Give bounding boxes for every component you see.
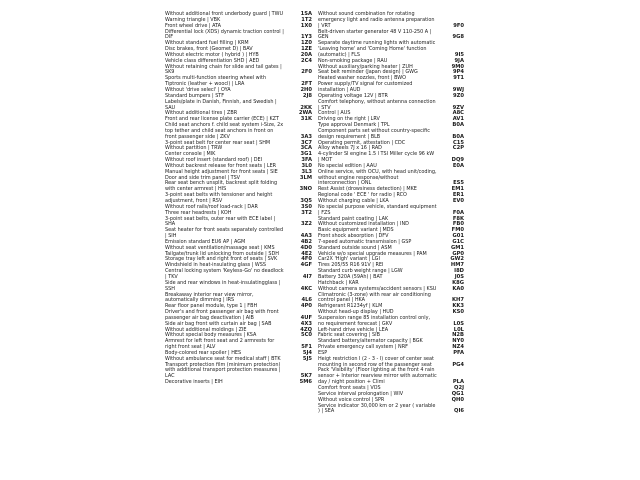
option-description: Without 'drive selecl' | OYA (165, 86, 231, 93)
option-code: 4P0 (300, 303, 312, 310)
option-description: Without auxiliary/parking heater | ZUH (318, 63, 413, 70)
option-code: K8G (452, 279, 464, 286)
option-code: QH0 (451, 396, 464, 403)
option-code: GW2 (450, 256, 464, 263)
option-code: 4X3 (300, 320, 312, 327)
left-options-column (165, 12, 314, 386)
option-description: Body-colored rear spoiler | HES (165, 349, 242, 356)
option-code: 3NO (299, 186, 312, 193)
option-description: Door and side trim panel | TSV (165, 174, 241, 181)
option-description: Without seat ventilation/massage seat | KMS (165, 244, 275, 251)
option-code: I8D (454, 268, 464, 275)
option-code: 2F0 (301, 69, 312, 76)
option-description: Pack 'Visibility' (Floor lighting at the front 4 rain sensor + Interior rearview mirror with automatic day / night position + Climi (318, 367, 437, 386)
option-code: 20A (300, 51, 312, 58)
option-description: Without camera systems/accident sensors | KSU (318, 285, 437, 292)
option-description: Standard curb weight range | LGW (318, 268, 403, 275)
option-code: 9P4 (452, 69, 464, 76)
option-description: Without roof rails/roof load-rack | DAR (165, 203, 258, 210)
option-description: Vehicle w/o special upgrade measures | PAM (318, 250, 427, 257)
option-description: Non-smoking package | RAU (318, 57, 388, 64)
option-code: ES5 (453, 180, 464, 187)
option-description: Control | AUS (318, 110, 351, 117)
option-code: L0L (453, 326, 464, 333)
option-description: Rear seat bench unsplit, backrest split folding with center armrest | HIS (165, 180, 278, 193)
option-row (318, 129, 466, 141)
option-code: 5M6 (299, 379, 312, 386)
option-description: Driver's and front passenger air bag with front passenger air bag deactivation | AIB (165, 309, 279, 321)
option-description: Without additional front underbody guard | TWU (165, 11, 284, 17)
option-code: 3LM (299, 174, 312, 181)
option-row (318, 316, 466, 328)
option-description: 3-point seat belts with tensioner and height adjustment, front | RSV (165, 192, 273, 204)
option-code: F8K (452, 215, 464, 222)
option-description: Belt-driven starter generator 48 V 110-250 A | GEN (318, 28, 432, 41)
option-code: 4B2 (300, 238, 312, 245)
option-description: Decorative inserts | EIH (165, 379, 223, 386)
option-description: Emission standard EU6 AP | AGM (165, 238, 246, 245)
option-description: ESP (318, 349, 328, 356)
option-description: Child seat anchors f. child seat system i-Size, 2x top tether and child seat anchors in front on front passenger side | ZKV (165, 122, 284, 140)
option-description: Basic equipment variant | MDS (318, 227, 394, 234)
option-description: Without retaining chain for slide and tail gates | SK9 (165, 63, 282, 76)
option-row (318, 205, 466, 217)
option-code: 9ZV (452, 104, 464, 111)
option-code: 1SA (300, 11, 312, 17)
option-description: Armrest for left front seat and 2 armrests for right front seat | ALV (165, 338, 275, 351)
option-code: B0A (452, 122, 464, 129)
option-code: 1Z0 (301, 40, 312, 47)
option-description: Operating permit, attestation | CDC (318, 139, 406, 146)
option-description: Without customized installation | IND (318, 221, 409, 228)
option-description: Transport protection film (minimum protection) with additional transport protection measures | LAC (165, 361, 281, 380)
option-description: No special purpose vehicle, standard equipment | FZS (318, 203, 437, 216)
option-code: KS0 (452, 309, 464, 316)
option-code: 4UF (300, 314, 312, 321)
option-code: 3L0 (301, 162, 312, 169)
option-description: Rest Assist (drowsiness detection) | MKE (318, 186, 417, 193)
option-description: Rear floor panel module, type 1 | FBH (165, 303, 258, 310)
option-code: 3A3 (300, 133, 312, 140)
option-code: 3T2 (301, 209, 312, 216)
option-description: Without special body measures | KSA (165, 332, 257, 339)
option-code: 4D0 (300, 244, 312, 251)
option-code: 2J8 (302, 92, 312, 99)
option-description: Without electric motor ( hybrid ) | HYB (165, 51, 259, 58)
option-row (165, 123, 314, 141)
option-description: Type approval Denmark | TPL (318, 122, 390, 129)
option-description: Private emergency call system | NRF (318, 344, 408, 351)
option-code: 1X0 (300, 22, 312, 29)
option-code: PG4 (452, 361, 464, 368)
option-code: 4E2 (301, 250, 312, 257)
option-description: Heated washer nozzles, front | BWO (318, 75, 406, 82)
option-code: F0A (452, 209, 464, 216)
option-code: N2B (452, 332, 464, 339)
option-description: Climatronic (3-zone) with rear air conditioning control panel | HKA (318, 291, 431, 304)
option-description: Labels/plate in Danish, Finnish, and Swedish | SAU (165, 98, 277, 111)
option-description: Online service, with OCU, with head unit/coding, without engine response/without interconnection | ONL (318, 168, 437, 187)
option-code: 3CA (300, 145, 312, 152)
option-code: 3FA (301, 157, 312, 164)
option-description: Without voice control | SPR (318, 396, 385, 403)
option-description: Breakaway interior rear view mirror, automatically dimming | IRS (165, 291, 254, 304)
option-description: Without roof insert (standard roof) | DEI (165, 157, 263, 164)
option-code: 9Z0 (453, 92, 464, 99)
option-code: 2KK (300, 104, 312, 111)
option-description: 4-cylinder SI engine 1.5 l TSI Miller cycle 96 kW | MOT (318, 151, 435, 164)
option-description: Heigt restriction I (2 - 3 - I) cover of center seat mounting in second row of the passenger seat (318, 355, 434, 368)
option-code: KH7 (452, 297, 464, 304)
option-code: 9M0 (451, 63, 464, 70)
option-description: Fabric seat covering | SIB (318, 332, 380, 339)
option-description: Power supply/TV signal for customized installation | AUD (318, 81, 413, 93)
option-description: Standard outside sound | ASM (318, 244, 392, 251)
option-code: 3C7 (300, 139, 312, 146)
option-code: 1ZE (301, 46, 312, 53)
option-code: 1Y3 (301, 34, 312, 41)
option-description: No special edition | AAU (318, 162, 377, 169)
option-code: 3Z2 (301, 221, 312, 228)
option-description: Center console | MIK (165, 151, 216, 158)
option-code: 3G1 (300, 151, 312, 158)
option-description: Storage tray left and right front of seats | SVK (165, 256, 278, 263)
option-description: Regional code ' ECE ' for radio | RCO (318, 192, 407, 199)
option-code: ER1 (452, 192, 464, 199)
option-code: 5J4 (302, 349, 312, 356)
option-description: Without partition | TRW (165, 145, 223, 152)
option-row (165, 310, 314, 322)
option-code: 9I5 (454, 51, 464, 58)
option-code: 2WA (298, 110, 312, 117)
option-row (318, 170, 466, 188)
option-description: Without standard fuel filling | KRM (165, 40, 249, 47)
option-description: Comfort telephony, without antenna connection | STV (318, 98, 436, 111)
option-code: NZ4 (452, 344, 464, 351)
option-code: 3Q5 (300, 198, 312, 204)
option-description: Tires 205/55 R16 91V | REI (318, 262, 384, 269)
option-code: 4F0 (301, 256, 312, 263)
option-row (318, 12, 466, 30)
option-description: Standard paint coating | LAK (318, 215, 389, 222)
option-description: 3-point seat belts, outer rear with ECE label | SHA (165, 215, 276, 228)
option-description: Three rear headrests | KOH (165, 209, 232, 216)
option-code: C2P (452, 145, 464, 152)
option-description: Tailgate/trunk lid unlocking from outside | SDH (165, 250, 279, 257)
option-code: NY0 (452, 338, 464, 345)
option-code: FB0 (452, 221, 464, 228)
right-options-column (318, 12, 466, 415)
option-code: B0A (452, 133, 464, 140)
option-code: 4L6 (301, 297, 312, 304)
option-code: 2FT (301, 81, 312, 88)
option-code: EV0 (452, 198, 464, 204)
option-description: Front and rear license plate carrier (ECE) | KZT (165, 116, 279, 123)
option-description: Car2X 'High' variant | LGI (318, 256, 380, 263)
option-description: Standard battery/alternator capacity | BGK (318, 338, 423, 345)
option-code: QG1 (451, 390, 464, 397)
option-description: Differential lock (XDS) dynamic traction control | DIF (165, 28, 284, 41)
option-description: Front wheel drive | ATA (165, 22, 222, 29)
option-row (318, 404, 466, 416)
option-code: GP0 (452, 250, 464, 257)
option-code: 5F1 (301, 344, 312, 351)
option-code: J0S (454, 273, 464, 280)
option-description: Separate daytime running lights with automatic 'Leaving home' and 'Coming Home' function (automatic) | FLS (318, 40, 436, 58)
option-description: Side and rear windows in heat-insulatingglass | SSH (165, 279, 281, 292)
option-code: G1C (452, 238, 464, 245)
option-row (165, 380, 314, 386)
option-description: Windshield in heat-insulating glass | WSS (165, 262, 266, 269)
option-description: Driving on the right | LRV (318, 116, 380, 123)
option-row (318, 41, 466, 59)
option-code: 2C4 (300, 57, 312, 64)
option-code: DQ9 (451, 157, 464, 164)
option-description: Without ambulance seat for medical staff | BTK (165, 355, 281, 362)
option-description: Service interval prolongation | WIV (318, 390, 404, 397)
option-description: Sports multi-function steering wheel with Tiptronic (leather + woocl) | LRA (165, 75, 267, 88)
option-code: 4A3 (300, 233, 312, 240)
option-description: Vehicle class differentiation SHD | AED (165, 57, 260, 64)
option-code: 9WJ (452, 86, 464, 93)
option-description: Side air bag front with curtain air bag | SAB (165, 320, 272, 327)
option-code: KK3 (452, 303, 464, 310)
option-description: Service indicator 30,000 km or 2 year ( variable ) | SEA (318, 402, 436, 415)
option-code: 4I7 (302, 273, 312, 280)
option-description: Without additional moldings | ZIE (165, 326, 247, 333)
option-description: Without backrest release for front seats | LER (165, 162, 277, 169)
option-description: 7-speed automatic transmission | GSP (318, 238, 412, 245)
option-code: 5C0 (300, 332, 312, 339)
option-description: Left-hand drive vehicle | LEA (318, 326, 389, 333)
option-description: Component parts set without country-specific design requirement | BLB (318, 127, 430, 140)
option-code: 3L3 (301, 168, 312, 175)
option-description: Seat heater for front seats separately controlled | SIH (165, 227, 284, 240)
option-code: 5K7 (300, 373, 312, 380)
option-code: PFA (453, 349, 464, 356)
option-description: Without sound combination for rotating emergency light and radio antenna preparation | VRT (318, 11, 435, 29)
option-description: Battery 320A (59Ah) | BAT (318, 273, 383, 280)
option-description: Operating voltage 12V | BTR (318, 92, 388, 99)
option-description: Seat belt reminder (Japan design) | GWG (318, 69, 418, 76)
option-code: 4ZQ (300, 326, 312, 333)
option-row (165, 363, 314, 381)
option-description: Alloy wheels 7J x 16 | RAD (318, 145, 382, 152)
option-description: Front shock absorption | DFV (318, 233, 389, 240)
option-code: Q2J (454, 385, 464, 391)
option-description: Hatchback | KAR (318, 279, 359, 286)
option-description: Without additional tires | ZBR (165, 110, 238, 117)
option-code: KA0 (452, 285, 464, 292)
option-code: 5J5 (302, 355, 312, 362)
option-code: FM0 (451, 227, 464, 234)
option-code: 4GF (300, 262, 312, 269)
option-code: HM7 (450, 262, 464, 269)
option-code: 9F0 (453, 22, 464, 29)
option-code: 31K (300, 116, 312, 123)
option-code: 9T1 (453, 75, 464, 82)
option-code: 9G8 (452, 34, 464, 41)
option-description: Warning triangle | VBK (165, 16, 221, 23)
option-description: Suspension range 85 installation control only, no requirement forecast | GKV (318, 314, 431, 327)
option-code: QI6 (454, 408, 464, 415)
option-code: E0A (452, 162, 464, 169)
option-code: A8C (452, 110, 464, 117)
option-code: L0S (453, 320, 464, 327)
option-description: Central locking system 'Keyless-Go' no deadlock | TKV (165, 268, 284, 280)
option-code: 2H0 (300, 86, 312, 93)
option-code: GM1 (450, 244, 464, 251)
option-description: Comfort front seats | VOS (318, 385, 381, 391)
option-description: Standard bumpers | STF (165, 92, 225, 99)
option-code: EM1 (451, 186, 464, 193)
option-description: Without head-up display | HUD (318, 309, 394, 316)
option-code: G01 (452, 233, 464, 240)
option-code: 1T2 (301, 16, 312, 23)
option-code: C15 (452, 139, 464, 146)
option-code: PLA (452, 379, 464, 386)
option-description: Manual height adjustment for front seats | SIE (165, 168, 278, 175)
option-description: Disc brakes, front (Geomet D) | BAV (165, 46, 253, 53)
option-description: Without charging cable | LKA (318, 198, 389, 204)
option-row (318, 368, 466, 386)
option-row (165, 281, 314, 293)
option-code: 4KC (300, 285, 312, 292)
option-code: 3S0 (301, 203, 312, 210)
option-code: AV1 (452, 116, 464, 123)
option-description: Refrigerant R1234yf | KLM (318, 303, 383, 310)
option-code: 9JA (454, 57, 464, 64)
option-description: 3-point seat belt for center rear seat | SHM (165, 139, 271, 146)
